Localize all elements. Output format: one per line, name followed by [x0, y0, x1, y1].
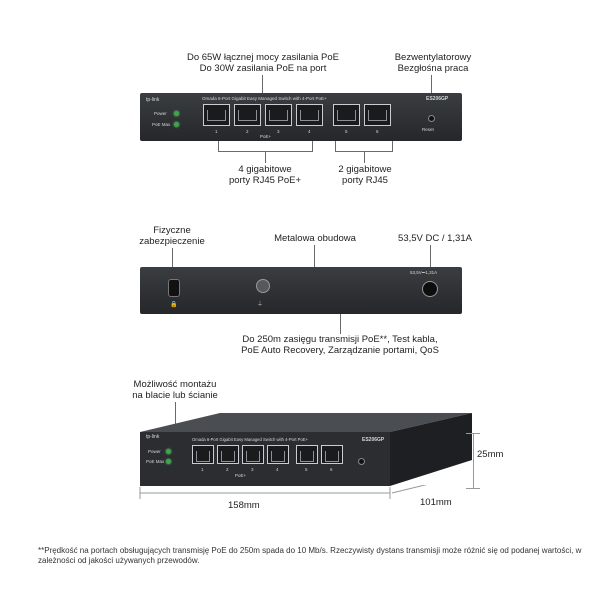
port-number: 1: [201, 467, 204, 472]
poe-ports-line-1: 4 gigabitowe: [238, 164, 292, 175]
poe-bracket-right: [312, 141, 313, 151]
height-dimension-line: [473, 433, 474, 488]
security-line-1: Fizyczne: [153, 225, 191, 236]
angled-led-power-label: Power: [148, 449, 161, 454]
front-device: [140, 93, 462, 141]
port-number: 3: [277, 129, 280, 134]
features-callout: [205, 334, 475, 356]
fanless-line-2: Bezgłośna praca: [397, 63, 469, 74]
rj45-port-4[interactable]: [296, 104, 323, 126]
height-dimension-cap-top: [466, 433, 480, 434]
features-line-2: PoE Auto Recovery, Zarządzanie portami, QoS: [241, 345, 439, 356]
port-number: 4: [308, 129, 311, 134]
rj45-port-1[interactable]: [203, 104, 230, 126]
ground-icon: ⏚: [257, 302, 264, 308]
front-model: ES206GP: [426, 96, 449, 102]
poe-budget-line-1: Do 65W łącznej mocy zasilania PoE: [186, 52, 340, 63]
mount-callout: [120, 379, 230, 401]
rear-device: [140, 267, 462, 314]
port-number: 3: [251, 467, 254, 472]
power-jack-label: 53,5V⎓1,31A: [410, 270, 438, 275]
angled-poe-max-led: [166, 459, 171, 464]
mount-line-2: na blacie lub ścianie: [132, 390, 218, 401]
housing-leader: [314, 245, 315, 267]
angled-port-1: [192, 445, 214, 464]
port-number: 5: [345, 129, 348, 134]
fanless-callout: [383, 52, 483, 74]
fanless-line-1: Bezwentylatorowy: [394, 52, 472, 63]
poe-bracket-leader: [265, 151, 266, 163]
port-number: 1: [215, 129, 218, 134]
ground-screw: [256, 279, 270, 293]
gig-bracket-right: [392, 141, 393, 151]
angled-device-title: Omada 6-Port Gigabit Easy Managed Switch with 4-Port PoE+: [192, 437, 309, 442]
rj45-port-6[interactable]: [364, 104, 391, 126]
rj45-port-3[interactable]: [265, 104, 292, 126]
poe-group-label: PoE+: [260, 134, 272, 139]
poe-budget-line-2: Do 30W zasilania PoE na port: [199, 63, 327, 74]
rj45-port-2[interactable]: [234, 104, 261, 126]
security-callout: [132, 225, 212, 247]
footnote: **Prędkość na portach obsługujących transmisję PoE do 250m spada do 10 Mb/s. Rzeczywisty dystans transmisji może różnić się od podanej wartości, w zależności od jakości używanych przewodów.: [38, 546, 582, 565]
front-led-power-label: Power: [154, 111, 167, 116]
port-number: 6: [376, 129, 379, 134]
gig-bracket-left: [335, 141, 336, 151]
port-number: 2: [226, 467, 229, 472]
reset-button[interactable]: [428, 115, 435, 122]
gig-bracket-leader: [364, 151, 365, 163]
housing-callout: Metalowa obudowa: [274, 233, 356, 244]
angled-port-4: [267, 445, 289, 464]
angled-port-5: [296, 445, 318, 464]
poe-max-led: [174, 122, 179, 127]
gigabit-ports-line-2: porty RJ45: [342, 175, 388, 186]
front-led-poemax-label: PoE Max: [152, 122, 171, 127]
angled-model: ES206GP: [362, 437, 385, 443]
security-line-2: zabezpieczenie: [139, 236, 205, 247]
angled-brand-logo: tp-link: [146, 434, 160, 440]
angled-led-poemax-label: PoE Max: [146, 459, 165, 464]
power-led: [174, 111, 179, 116]
angled-poe-group-label: PoE+: [235, 473, 247, 478]
port-number: 5: [305, 467, 308, 472]
lock-icon: 🔒: [170, 302, 178, 308]
port-number: 4: [276, 467, 279, 472]
front-device-title: Omada 6-Port Gigabit Easy Managed Switch with 4-Port PoE+: [202, 96, 327, 101]
poe-ports-callout: [215, 164, 315, 186]
angled-port-2: [217, 445, 239, 464]
angled-port-6: [321, 445, 343, 464]
angled-power-led: [166, 449, 171, 454]
poe-ports-line-2: porty RJ45 PoE+: [228, 175, 302, 186]
poe-budget-callout: [178, 52, 348, 74]
width-label: 158mm: [228, 500, 260, 511]
depth-label: 101mm: [420, 497, 452, 508]
dc-power-jack[interactable]: [422, 281, 438, 297]
gigabit-ports-callout: [325, 164, 405, 186]
power-spec-callout: 53,5V DC / 1,31A: [398, 233, 472, 244]
angled-reset-button: [358, 458, 365, 465]
features-line-1: Do 250m zasięgu transmisji PoE**, Test kabla,: [242, 334, 438, 345]
poe-bracket-left: [218, 141, 219, 151]
mount-line-1: Możliwość montażu: [133, 379, 217, 390]
kensington-lock-slot[interactable]: [168, 279, 180, 297]
reset-label: Reset: [422, 127, 434, 132]
front-brand-logo: tp-link: [146, 97, 160, 103]
angled-front-panel: [140, 434, 390, 484]
features-leader: [340, 314, 341, 334]
port-number: 2: [246, 129, 249, 134]
height-label: 25mm: [477, 449, 504, 460]
gigabit-ports-line-1: 2 gigabitowe: [338, 164, 392, 175]
rj45-port-5[interactable]: [333, 104, 360, 126]
angled-port-3: [242, 445, 264, 464]
port-number: 6: [330, 467, 333, 472]
